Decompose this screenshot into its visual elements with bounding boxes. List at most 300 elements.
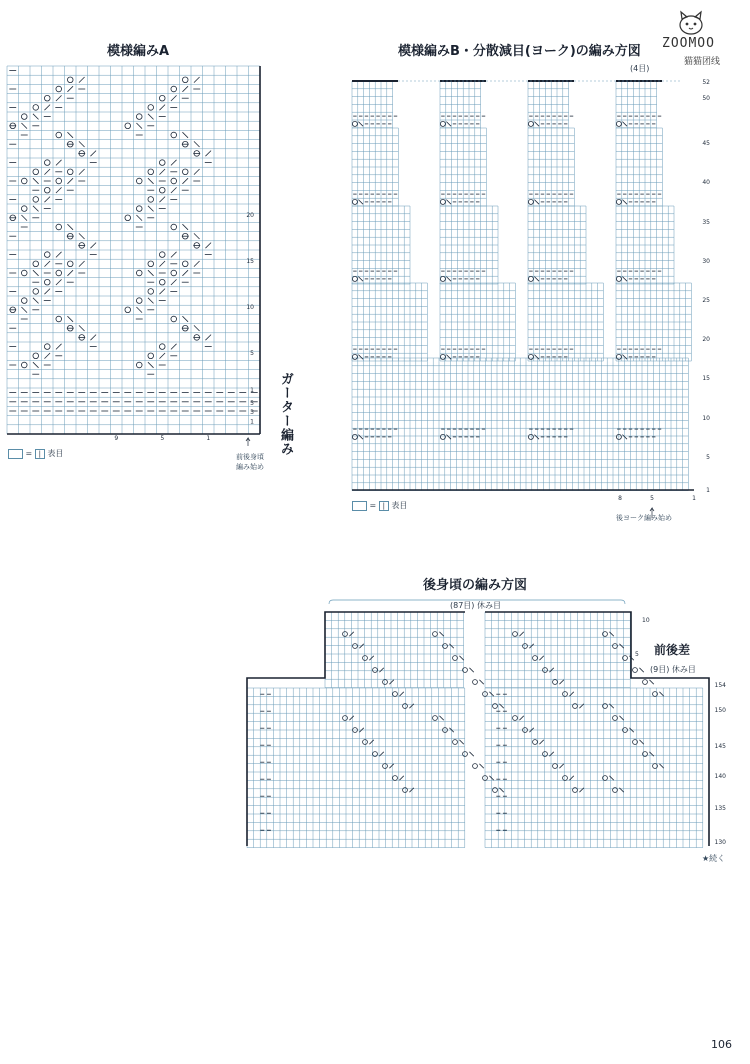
yarn-over-symbol	[513, 632, 518, 637]
yarn-over-symbol	[21, 362, 27, 368]
decrease-symbol	[148, 298, 154, 304]
decrease-symbol	[44, 169, 50, 175]
pattern-a-legend	[8, 448, 63, 459]
decrease-symbol	[136, 215, 142, 221]
pattern-a-col-label: 1	[206, 435, 211, 442]
back-body-continue-note: ★続く	[702, 854, 726, 863]
decrease-symbol	[56, 279, 62, 285]
decrease-symbol	[549, 668, 553, 672]
decrease-symbol	[569, 692, 573, 696]
decrease-symbol	[44, 353, 50, 359]
pattern-a-title: 模様編みA	[107, 44, 170, 59]
yarn-over-symbol	[171, 316, 177, 322]
back-body-row-label: 135	[714, 805, 726, 812]
yarn-over-symbol	[33, 105, 39, 111]
decrease-symbol	[534, 200, 539, 205]
yarn-over-symbol	[125, 215, 131, 221]
decrease-symbol	[159, 105, 165, 111]
pattern-a-start-arrow-icon	[246, 438, 250, 446]
decrease-symbol	[148, 114, 154, 120]
yarn-over-symbol	[373, 752, 378, 757]
decrease-symbol	[194, 233, 200, 239]
decrease-symbol	[79, 261, 85, 267]
decrease-symbol	[469, 752, 473, 756]
pattern-a-start-note-1: 前後身頃	[236, 453, 264, 461]
decrease-symbol	[67, 178, 73, 184]
yarn-over-symbol	[493, 788, 498, 793]
pattern-b-grid-step	[528, 206, 586, 284]
yarn-over-symbol	[148, 169, 154, 175]
pattern-b-row-label: 15	[702, 375, 710, 382]
yarn-over-symbol	[352, 434, 357, 439]
back-body-title: 後身頃の編み方図	[423, 578, 528, 593]
pattern-b-grid-step	[440, 206, 498, 284]
yarn-over-symbol	[56, 270, 62, 276]
decrease-symbol	[56, 160, 62, 166]
decrease-symbol	[33, 362, 39, 368]
decrease-symbol	[446, 122, 451, 127]
yarn-over-symbol	[56, 132, 62, 138]
yarn-over-symbol	[533, 740, 538, 745]
pattern-b-col-label: 8	[618, 495, 622, 502]
pattern-a-row-label: 3	[250, 409, 254, 417]
legend-knit-symbol: |	[379, 501, 389, 511]
pattern-b-grid-step	[616, 81, 657, 128]
pattern-b-row-label: 30	[702, 258, 710, 265]
yarn-over-symbol	[393, 692, 398, 697]
decrease-symbol	[56, 187, 62, 193]
yarn-over-symbol	[171, 132, 177, 138]
decrease-symbol	[67, 224, 73, 230]
decrease-symbol	[609, 632, 613, 636]
decrease-symbol	[369, 656, 373, 660]
cat-logo-icon	[676, 10, 706, 36]
decrease-symbol	[136, 307, 142, 313]
decrease-symbol	[90, 151, 96, 157]
decrease-symbol	[622, 277, 627, 282]
decrease-symbol	[182, 270, 188, 276]
decrease-symbol	[44, 261, 50, 267]
yarn-over-symbol	[352, 121, 357, 126]
yarn-over-symbol	[125, 123, 131, 129]
yarn-over-symbol	[182, 77, 188, 83]
yarn-over-symbol	[443, 644, 448, 649]
decrease-symbol	[148, 178, 154, 184]
yarn-over-symbol	[56, 224, 62, 230]
yarn-over-symbol	[352, 354, 357, 359]
pattern-a-row-label: 5	[250, 399, 254, 407]
decrease-symbol	[639, 668, 643, 672]
back-body-grid-left-top	[325, 612, 464, 688]
decrease-symbol	[479, 680, 483, 684]
decrease-symbol	[67, 132, 73, 138]
decrease-symbol	[171, 95, 177, 101]
decrease-symbol	[194, 325, 200, 331]
yarn-over-symbol	[33, 261, 39, 267]
decrease-symbol	[409, 788, 413, 792]
yarn-over-symbol	[125, 307, 131, 313]
decrease-symbol	[56, 95, 62, 101]
pattern-b-start-note: 後ヨーク編み始め	[616, 514, 672, 522]
decrease-symbol	[79, 325, 85, 331]
decrease-symbol	[171, 187, 177, 193]
decrease-symbol	[44, 197, 50, 203]
pattern-a-row-label: 15	[246, 258, 254, 266]
yarn-over-symbol	[44, 252, 50, 258]
decrease-symbol	[79, 77, 85, 83]
decrease-symbol	[21, 215, 27, 221]
yarn-over-symbol	[573, 788, 578, 793]
decrease-symbol	[459, 656, 463, 660]
pattern-a-chart	[7, 66, 277, 446]
yarn-over-symbol	[440, 354, 445, 359]
decrease-symbol	[44, 105, 50, 111]
decrease-symbol	[159, 197, 165, 203]
yarn-over-symbol	[433, 716, 438, 721]
back-body-rest-top: (87目) 休み目	[450, 601, 501, 610]
decrease-symbol	[136, 123, 142, 129]
yarn-over-symbol	[136, 298, 142, 304]
yarn-over-symbol	[440, 121, 445, 126]
yarn-over-symbol	[453, 740, 458, 745]
yarn-over-symbol	[159, 344, 165, 350]
decrease-symbol	[446, 435, 451, 440]
decrease-symbol	[539, 740, 543, 744]
yarn-over-symbol	[563, 776, 568, 781]
yarn-over-symbol	[33, 197, 39, 203]
decrease-symbol	[579, 704, 583, 708]
yarn-over-symbol	[44, 279, 50, 285]
yarn-over-symbol	[33, 169, 39, 175]
back-body-grid-left	[247, 688, 465, 848]
yarn-over-symbol	[463, 668, 468, 673]
yarn-over-symbol	[433, 632, 438, 637]
decrease-symbol	[79, 233, 85, 239]
decrease-symbol	[182, 86, 188, 92]
yarn-over-symbol	[182, 261, 188, 267]
legend-empty-cell	[352, 501, 367, 511]
pattern-b-row-label: 45	[702, 140, 710, 147]
decrease-symbol	[622, 200, 627, 205]
yarn-over-symbol	[343, 716, 348, 721]
legend-empty-cell	[8, 449, 23, 459]
decrease-symbol	[67, 86, 73, 92]
decrease-symbol	[194, 141, 200, 147]
yarn-over-symbol	[33, 353, 39, 359]
back-body-five-mark: 5	[635, 651, 639, 658]
decrease-symbol	[148, 362, 154, 368]
pattern-b-top-note: (4目)	[630, 64, 650, 73]
decrease-symbol	[369, 740, 373, 744]
yarn-over-symbol	[633, 668, 638, 673]
back-body-row-label: 154	[714, 682, 726, 689]
page-number: 106	[711, 1038, 732, 1051]
pattern-a-grid	[7, 66, 260, 434]
yarn-over-symbol	[171, 224, 177, 230]
decrease-symbol	[529, 644, 533, 648]
yarn-over-symbol	[573, 704, 578, 709]
decrease-symbol	[519, 632, 523, 636]
decrease-symbol	[56, 252, 62, 258]
decrease-symbol	[619, 788, 623, 792]
decrease-symbol	[619, 644, 623, 648]
yarn-over-symbol	[363, 656, 368, 661]
pattern-b-col-label: 1	[692, 495, 696, 502]
decrease-symbol	[399, 776, 403, 780]
yarn-over-symbol	[21, 298, 27, 304]
yarn-over-symbol	[623, 656, 628, 661]
back-body-grid-right	[485, 688, 703, 848]
yarn-over-symbol	[171, 86, 177, 92]
back-body-row-label: 150	[714, 707, 726, 714]
yarn-over-symbol	[493, 704, 498, 709]
pattern-a-col-label: 5	[160, 435, 165, 442]
decrease-symbol	[194, 261, 200, 267]
yarn-over-symbol	[616, 276, 621, 281]
back-body-row-label: 130	[714, 839, 726, 846]
yarn-over-symbol	[533, 656, 538, 661]
yarn-over-symbol	[67, 77, 73, 83]
yarn-over-symbol	[67, 261, 73, 267]
decrease-symbol	[389, 764, 393, 768]
decrease-symbol	[439, 716, 443, 720]
decrease-symbol	[159, 169, 165, 175]
yarn-over-symbol	[148, 289, 154, 295]
decrease-symbol	[79, 141, 85, 147]
yarn-over-symbol	[136, 178, 142, 184]
pattern-b-grid-bottom	[352, 358, 688, 491]
decrease-symbol	[182, 132, 188, 138]
yarn-over-symbol	[159, 160, 165, 166]
yarn-over-symbol	[643, 680, 648, 685]
yarn-over-symbol	[528, 434, 533, 439]
yarn-over-symbol	[21, 114, 27, 120]
legend-knit-text: 表目	[391, 501, 408, 510]
back-body-diff-label: 前後差	[654, 643, 691, 657]
yarn-over-symbol	[603, 632, 608, 637]
yarn-over-symbol	[56, 178, 62, 184]
decrease-symbol	[446, 277, 451, 282]
decrease-symbol	[67, 270, 73, 276]
yarn-over-symbol	[353, 644, 358, 649]
yarn-over-symbol	[383, 680, 388, 685]
yarn-over-symbol	[616, 199, 621, 204]
decrease-symbol	[439, 632, 443, 636]
decrease-symbol	[90, 335, 96, 341]
pattern-a-side-label: ガーター編み	[278, 372, 293, 456]
watermark	[662, 10, 744, 70]
decrease-symbol	[67, 316, 73, 322]
yarn-over-symbol	[44, 160, 50, 166]
decrease-symbol	[148, 206, 154, 212]
decrease-symbol	[409, 704, 413, 708]
decrease-symbol	[559, 764, 563, 768]
decrease-symbol	[358, 355, 363, 360]
decrease-symbol	[148, 270, 154, 276]
pattern-b-row-label: 20	[702, 336, 710, 343]
pattern-b-grid-step	[352, 81, 393, 128]
yarn-over-symbol	[528, 354, 533, 359]
decrease-symbol	[499, 788, 503, 792]
decrease-symbol	[21, 307, 27, 313]
decrease-symbol	[44, 289, 50, 295]
yarn-over-symbol	[67, 169, 73, 175]
yarn-over-symbol	[159, 252, 165, 258]
yarn-over-symbol	[513, 716, 518, 721]
decrease-symbol	[399, 692, 403, 696]
yarn-over-symbol	[56, 316, 62, 322]
decrease-symbol	[359, 644, 363, 648]
decrease-symbol	[379, 668, 383, 672]
yarn-over-symbol	[148, 105, 154, 111]
yarn-over-symbol	[44, 344, 50, 350]
yarn-over-symbol	[603, 776, 608, 781]
decrease-symbol	[579, 788, 583, 792]
decrease-symbol	[159, 289, 165, 295]
yarn-over-symbol	[159, 279, 165, 285]
pattern-b-grid-step	[352, 206, 410, 284]
yarn-over-symbol	[363, 740, 368, 745]
yarn-over-symbol	[393, 776, 398, 781]
decrease-symbol	[549, 752, 553, 756]
pattern-b-row-label: 50	[702, 95, 710, 102]
yarn-over-symbol	[159, 95, 165, 101]
decrease-symbol	[33, 114, 39, 120]
yarn-over-symbol	[352, 276, 357, 281]
yarn-over-symbol	[543, 668, 548, 673]
decrease-symbol	[159, 353, 165, 359]
pattern-b-chart	[352, 78, 722, 518]
pattern-b-legend	[352, 500, 407, 511]
decrease-symbol	[33, 178, 39, 184]
decrease-symbol	[459, 740, 463, 744]
yarn-over-symbol	[148, 197, 154, 203]
decrease-symbol	[33, 206, 39, 212]
yarn-over-symbol	[453, 656, 458, 661]
decrease-symbol	[79, 169, 85, 175]
back-body-frame-left	[247, 612, 465, 846]
decrease-symbol	[205, 243, 211, 249]
pattern-a-row-label: 20	[246, 212, 254, 220]
decrease-symbol	[479, 764, 483, 768]
yarn-over-symbol	[616, 121, 621, 126]
yarn-over-symbol	[171, 178, 177, 184]
decrease-symbol	[499, 704, 503, 708]
legend-equals: =	[25, 449, 33, 458]
yarn-over-symbol	[613, 716, 618, 721]
yarn-over-symbol	[563, 692, 568, 697]
yarn-over-symbol	[21, 206, 27, 212]
back-body-grid-right-top	[485, 612, 630, 688]
decrease-symbol	[449, 644, 453, 648]
yarn-over-symbol	[473, 680, 478, 685]
decrease-symbol	[182, 178, 188, 184]
decrease-symbol	[469, 668, 473, 672]
yarn-over-symbol	[403, 788, 408, 793]
yarn-over-symbol	[403, 704, 408, 709]
yarn-over-symbol	[473, 764, 478, 769]
decrease-symbol	[358, 200, 363, 205]
decrease-symbol	[205, 151, 211, 157]
pattern-b-row-label: 35	[702, 219, 710, 226]
yarn-over-symbol	[148, 353, 154, 359]
decrease-symbol	[569, 776, 573, 780]
pattern-b-row-label: 1	[706, 487, 710, 494]
decrease-symbol	[622, 122, 627, 127]
back-body-chart	[245, 600, 725, 870]
decrease-symbol	[171, 279, 177, 285]
pattern-a-col-label: 9	[114, 435, 119, 442]
decrease-symbol	[349, 716, 353, 720]
pattern-a-row-label: 10	[246, 304, 254, 312]
pattern-b-grid-step	[440, 81, 481, 128]
pattern-a-row-label: 5	[250, 350, 254, 358]
yarn-over-symbol	[613, 644, 618, 649]
decrease-symbol	[649, 680, 653, 684]
decrease-symbol	[182, 316, 188, 322]
yarn-over-symbol	[523, 644, 528, 649]
decrease-symbol	[171, 344, 177, 350]
pattern-a-row-label: 1	[250, 418, 254, 426]
yarn-over-symbol	[352, 199, 357, 204]
decrease-symbol	[619, 716, 623, 720]
decrease-symbol	[90, 243, 96, 249]
decrease-symbol	[519, 716, 523, 720]
decrease-symbol	[534, 435, 539, 440]
yarn-over-symbol	[383, 764, 388, 769]
watermark-sub: 猫猫团线	[684, 57, 721, 67]
yarn-over-symbol	[159, 187, 165, 193]
decrease-symbol	[609, 704, 613, 708]
decrease-symbol	[171, 252, 177, 258]
pattern-b-row-label: 10	[702, 415, 710, 422]
yarn-over-symbol	[182, 169, 188, 175]
watermark-brand: ZOOMOO	[662, 36, 715, 51]
decrease-symbol	[534, 122, 539, 127]
yarn-over-symbol	[21, 178, 27, 184]
yarn-over-symbol	[553, 764, 558, 769]
decrease-symbol	[159, 261, 165, 267]
yarn-over-symbol	[440, 276, 445, 281]
decrease-symbol	[33, 270, 39, 276]
yarn-over-symbol	[136, 270, 142, 276]
decrease-symbol	[182, 224, 188, 230]
pattern-b-grid-step	[616, 206, 674, 284]
decrease-symbol	[171, 160, 177, 166]
decrease-symbol	[358, 122, 363, 127]
decrease-symbol	[358, 277, 363, 282]
pattern-b-title: 模様編みB・分散減目(ヨーク)の編み方図	[398, 44, 641, 59]
decrease-symbol	[358, 435, 363, 440]
pattern-a-start-note-2: 編み始め	[236, 463, 264, 471]
legend-equals: =	[369, 501, 377, 510]
decrease-symbol	[534, 355, 539, 360]
yarn-over-symbol	[528, 276, 533, 281]
back-body-rest-bracket	[329, 600, 625, 604]
pattern-a-row-label: 1	[250, 387, 254, 394]
yarn-over-symbol	[528, 199, 533, 204]
decrease-symbol	[534, 277, 539, 282]
pattern-b-col-label: 5	[650, 495, 654, 502]
decrease-symbol	[21, 123, 27, 129]
decrease-symbol	[609, 776, 613, 780]
yarn-over-symbol	[56, 86, 62, 92]
yarn-over-symbol	[136, 362, 142, 368]
yarn-over-symbol	[528, 121, 533, 126]
yarn-over-symbol	[136, 206, 142, 212]
yarn-over-symbol	[373, 668, 378, 673]
yarn-over-symbol	[171, 270, 177, 276]
